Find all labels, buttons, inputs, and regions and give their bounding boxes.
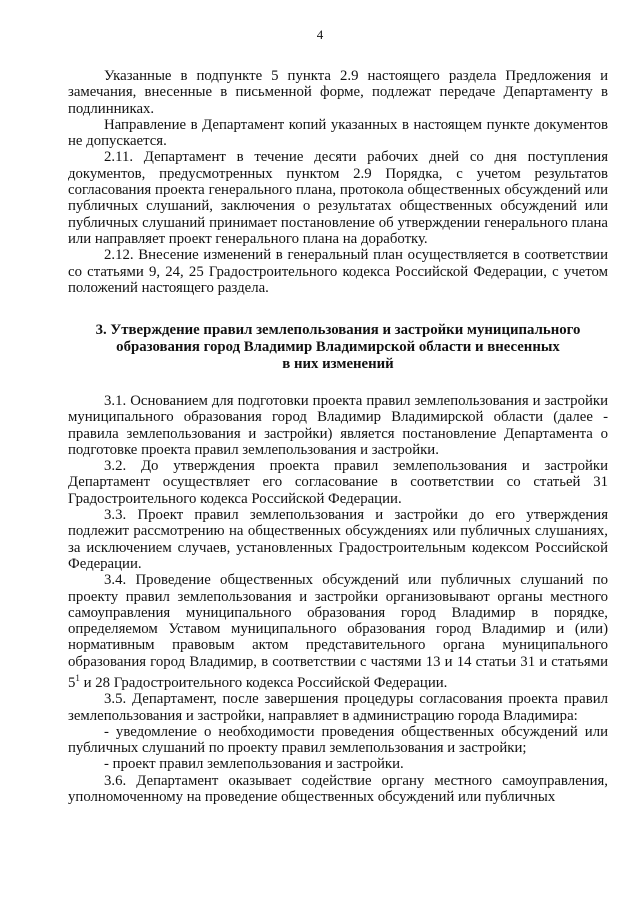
paragraph: Направление в Департамент копий указанных в настоящем пункте документов не допускается.: [68, 116, 608, 150]
paragraph-3-4-end: и 28 Градостроительного кодекса Российской Федерации.: [79, 674, 448, 691]
section-3-heading: [68, 322, 608, 373]
paragraph-2-11: 2.11. Департамент в течение десяти рабочих дней со дня поступления документов, предусмотренных пунктом 2.9 Порядка, с учетом результатов согласования проекта генерального плана, протокола общественных обсуждений или публичных слушаний, заключения о результатах общественных обсуждений или публичных слушаний принимает постановление об утверждении генерального плана или направляет проект генерального плана на доработку.: [68, 149, 608, 247]
list-item: - проект правил землепользования и застройки.: [104, 756, 404, 773]
paragraph-2-12: 2.12. Внесение изменений в генеральный план осуществляется в соответствии со статьями 9, 24, 25 Градостроительного кодекса Российской Федерации, с учетом положений настоящего раздела.: [68, 247, 608, 296]
paragraph-3-4: [68, 572, 608, 691]
page-number: 4: [316, 27, 324, 42]
section-3-body: [68, 393, 608, 805]
section-2-continuation: [68, 68, 608, 296]
superscript: 1: [75, 673, 80, 684]
paragraph-3-5: 3.5. Департамент, после завершения процедуры согласования проекта правил землепользования и застройки, направляет в администрацию города Владимира:: [68, 691, 608, 724]
paragraph-3-3: 3.3. Проект правил землепользования и застройки до его утверждения подлежит рассмотрению на общественных обсуждениях или публичных слушаниях, за исключением случаев, установленных Градостроительным кодексом Российской Федерации.: [68, 507, 608, 572]
heading-line: образования город Владимир Владимирской области и внесенных: [116, 339, 560, 355]
paragraph-3-1: 3.1. Основанием для подготовки проекта правил землепользования и застройки муниципального образования город Владимир Владимирской области (далее - правила землепользования и застройки) является постановление Департамента о подготовке проекта правил землепользования и застройки.: [68, 393, 608, 458]
heading-line: в них изменений: [282, 356, 394, 372]
paragraph: Указанные в подпункте 5 пункта 2.9 настоящего раздела Предложения и замечания, внесенные в письменной форме, подлежат передаче Департаменту в подлинниках.: [68, 68, 608, 117]
heading-line: 3. Утверждение правил землепользования и застройки муниципального: [95, 322, 581, 338]
list-item: - уведомление о необходимости проведения общественных обсуждений или публичных слушаний по проекту правил землепользования и застройки;: [68, 723, 608, 757]
paragraph-3-2: 3.2. До утверждения проекта правил землепользования и застройки Департамент осуществляет его согласование в соответствии со статьей 31 Градостроительного кодекса Российской Федерации.: [68, 458, 608, 507]
paragraph-3-4-text: 3.4. Проведение общественных обсуждений или публичных слушаний по проекту правил землепользования и застройки организовывают органы местного самоуправления муниципального образования город Владимир в порядке, определяемом Уставом муниципального образования город Владимир и (или) нормативным правовым актом представительного органа муниципального образования город Владимир, в соответствии с частями 13 и 14 статьи 31 и статьями 5: [68, 572, 608, 691]
paragraph-3-6: 3.6. Департамент оказывает содействие органу местного самоуправления, уполномоченному на проведение общественных обсуждений или публичных: [68, 772, 608, 806]
